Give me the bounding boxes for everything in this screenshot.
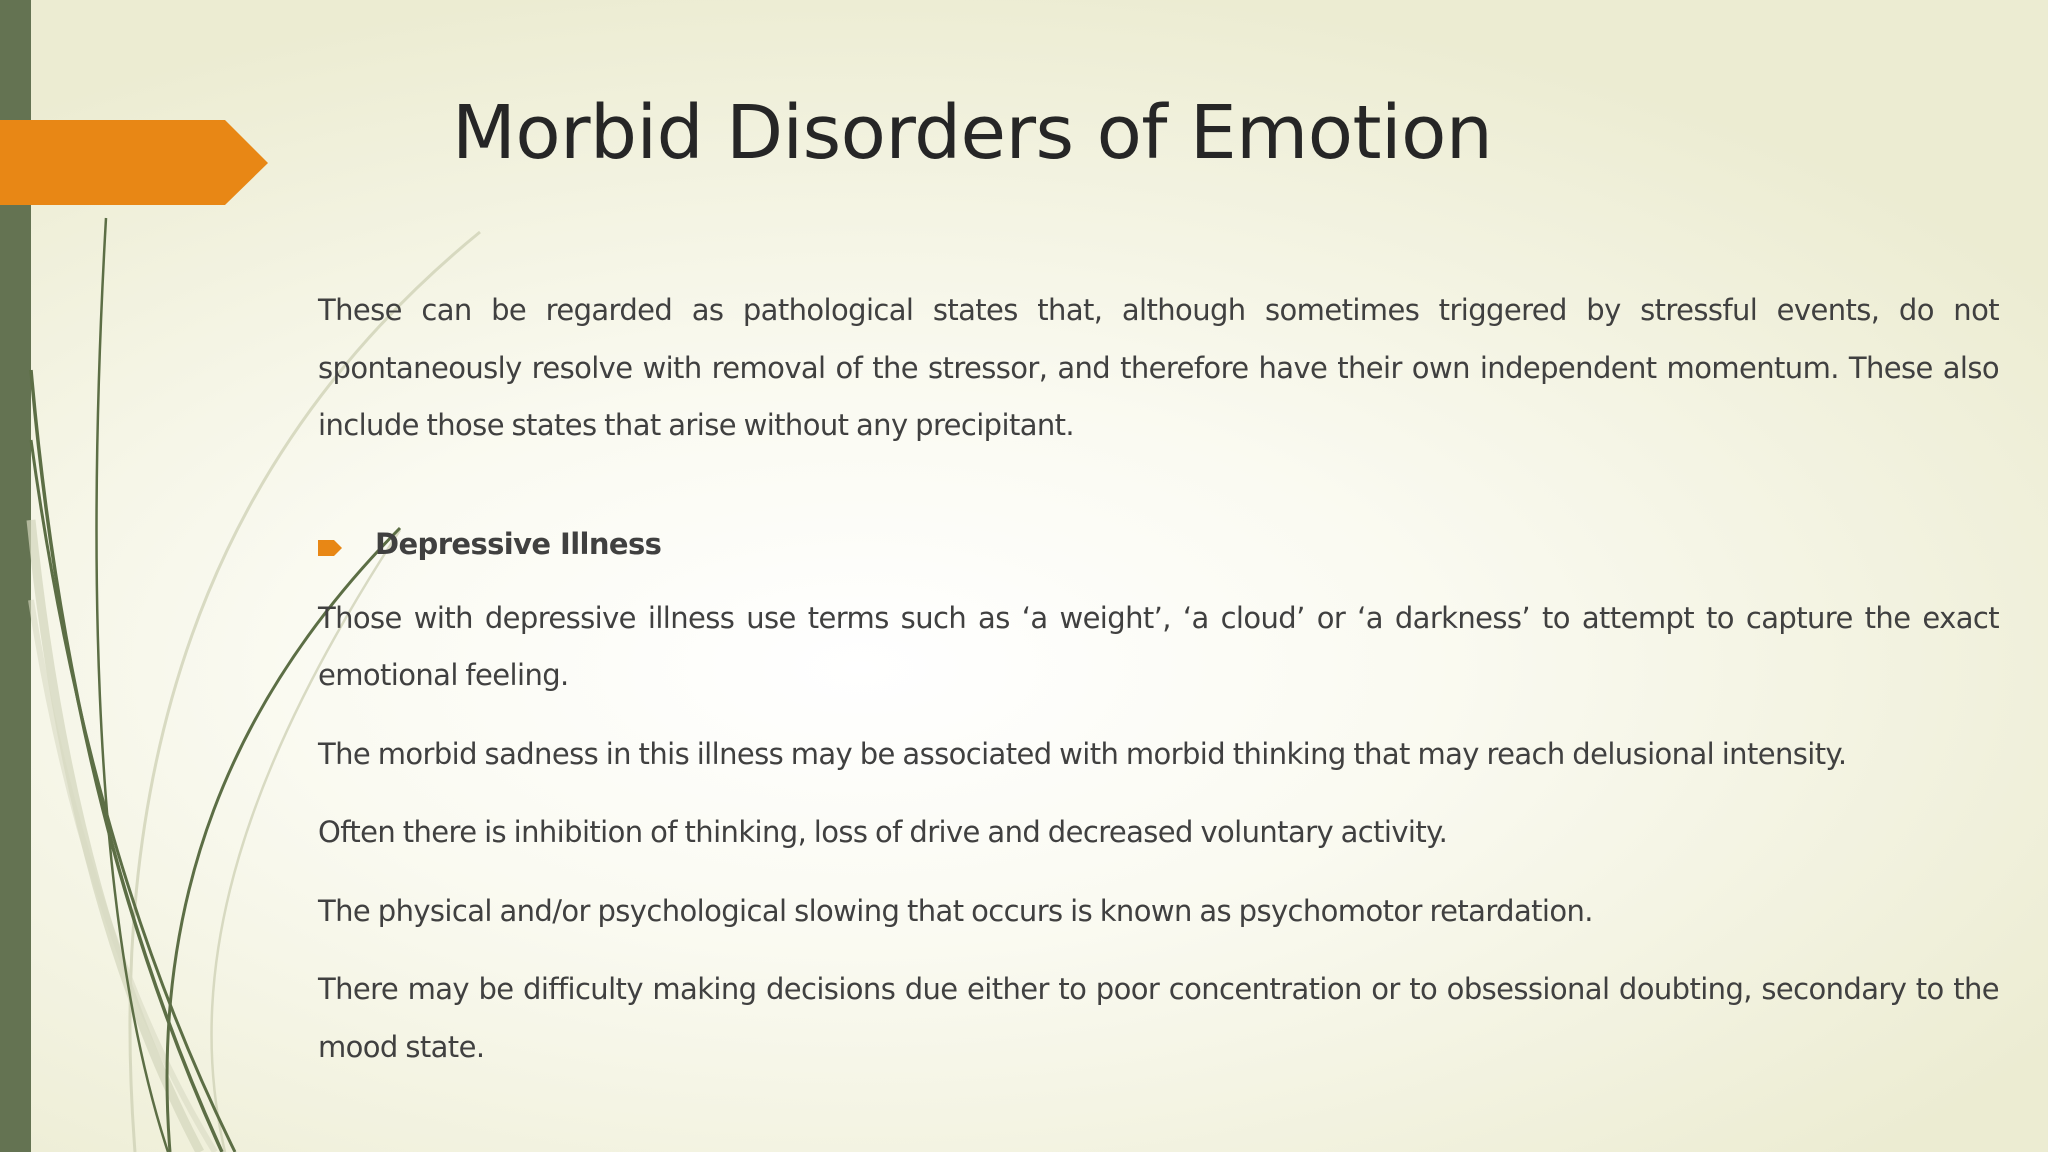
title-arrow-banner [0, 120, 268, 205]
green-curve-1 [97, 218, 168, 1152]
body-paragraph: There may be difficulty making decisions due either to poor concentration or to obsessional doubting, secondary to the mood state. [318, 972, 1999, 1064]
intro-paragraph: These can be regarded as pathological states that, although sometimes triggered by stressful events, do not spontaneously resolve with removal of the stressor, and therefore have their own independent momentum. These also include those states that arise without any precipitant. [318, 293, 1999, 442]
light-curve-3 [31, 520, 200, 1152]
body-paragraph: The physical and/or psychological slowing that occurs is known as psychomotor retardation. [318, 893, 1593, 928]
section-heading: Depressive Illness [375, 526, 662, 561]
body-paragraph: Those with depressive illness use terms such as ‘a weight’, ‘a cloud’ or ‘a darkness’ to attempt to capture the exact emotional feeling. [318, 600, 1999, 692]
slide-content [318, 282, 1999, 1097]
slide-title: Morbid Disorders of Emotion [452, 90, 1493, 176]
section-heading-row [318, 527, 1999, 567]
body-paragraph: Often there is inhibition of thinking, loss of drive and decreased voluntary activity. [318, 815, 1448, 849]
body-paragraph: The morbid sadness in this illness may be associated with morbid thinking that may reach delusional intensity. [318, 736, 1847, 771]
green-curve-3 [31, 440, 235, 1152]
arrow-bullet-icon [318, 540, 342, 556]
